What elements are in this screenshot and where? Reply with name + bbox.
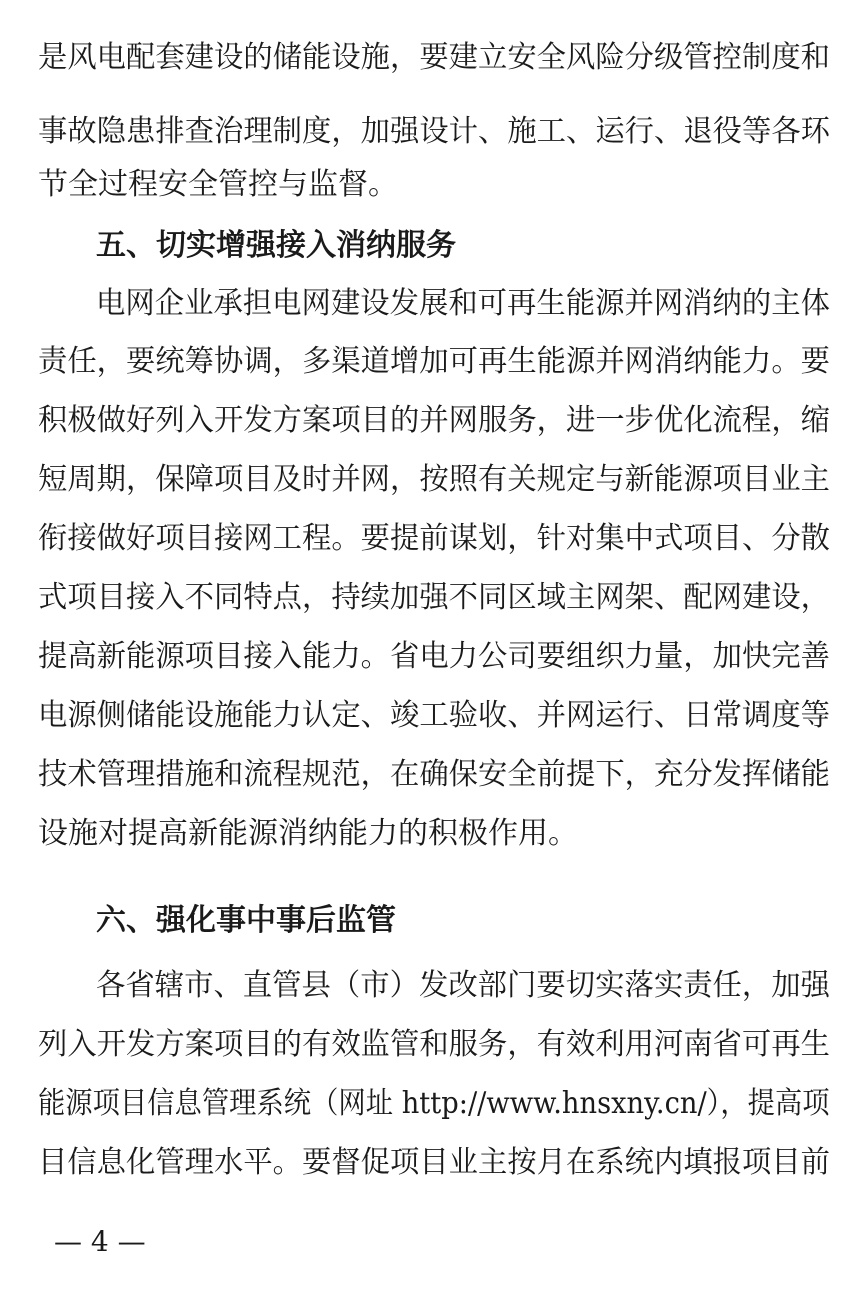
text-line: 技术管理措施和流程规范，在确保安全前提下，充分发挥储能 [38, 757, 830, 792]
text-line: 短周期，保障项目及时并网，按照有关规定与新能源项目业主 [38, 462, 830, 497]
section-heading-6: 六、强化事中事后监管 [96, 903, 396, 938]
text-line: 电网企业承担电网建设发展和可再生能源并网消纳的主体 [96, 286, 830, 321]
text-line: 设施对提高新能源消纳能力的积极作用。 [38, 816, 578, 851]
page-number: — 4 — [54, 1225, 146, 1258]
text-line: 提高新能源项目接入能力。省电力公司要组织力量，加快完善 [38, 639, 830, 674]
section-heading-5: 五、切实增强接入消纳服务 [96, 228, 456, 263]
text-line: 积极做好列入开发方案项目的并网服务，进一步优化流程，缩 [38, 403, 830, 438]
text-line: 能源项目信息管理系统（网址 http://www.hnsxny.cn/），提高项 [38, 1086, 830, 1121]
text-line: 列入开发方案项目的有效监管和服务，有效利用河南省可再生 [38, 1027, 830, 1062]
text-line: 事故隐患排查治理制度，加强设计、施工、运行、退役等各环 [38, 114, 830, 149]
text-line: 各省辖市、直管县（市）发改部门要切实落实责任，加强 [96, 968, 830, 1003]
text-line: 是风电配套建设的储能设施，要建立安全风险分级管控制度和 [38, 40, 830, 75]
text-line: 目信息化管理水平。要督促项目业主按月在系统内填报项目前 [38, 1145, 830, 1180]
text-line: 节全过程安全管控与监督。 [38, 167, 398, 202]
text-line: 责任，要统筹协调，多渠道增加可再生能源并网消纳能力。要 [38, 344, 830, 379]
text-line: 衔接做好项目接网工程。要提前谋划，针对集中式项目、分散 [38, 521, 830, 556]
text-line: 式项目接入不同特点，持续加强不同区域主网架、配网建设， [38, 580, 830, 615]
text-line: 电源侧储能设施能力认定、竣工验收、并网运行、日常调度等 [38, 698, 830, 733]
